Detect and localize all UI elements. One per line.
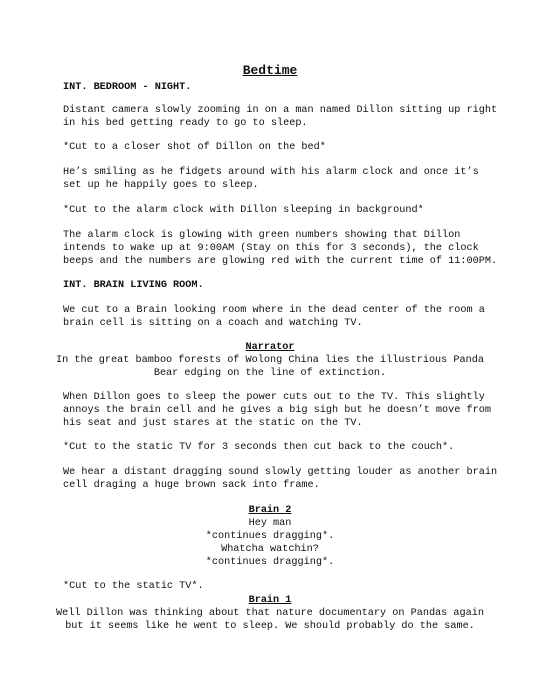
scene-heading-brain-living-room: INT. BRAIN LIVING ROOM. bbox=[63, 280, 204, 291]
character-name-narrator: Narrator bbox=[245, 342, 295, 353]
action-line: He’s smiling as he fidgets around with his alarm clock and once it’s bbox=[63, 167, 479, 178]
parenthetical-line: *continues dragging*. bbox=[205, 557, 335, 568]
dialogue-line: but it seems like he went to sleep. We should probably do the same. bbox=[65, 621, 475, 632]
action-line: his seat and just stares at the static on the TV. bbox=[63, 418, 363, 429]
dialogue-line: Whatcha watchin? bbox=[221, 544, 319, 555]
character-name-brain-2: Brain 2 bbox=[248, 505, 292, 516]
action-line: When Dillon goes to sleep the power cuts out to the TV. This slightly bbox=[63, 392, 485, 403]
page-title: Bedtime bbox=[242, 63, 298, 78]
dialogue-line: In the great bamboo forests of Wolong China lies the illustrious Panda bbox=[56, 355, 484, 366]
action-line: intends to wake up at 9:00AM (Stay on this for 3 seconds), the clock bbox=[63, 243, 479, 254]
action-line: set up he happily goes to sleep. bbox=[63, 180, 259, 191]
action-line: *Cut to the static TV for 3 seconds then cut back to the couch*. bbox=[63, 442, 455, 453]
action-line: We hear a distant dragging sound slowly getting louder as another brain bbox=[63, 467, 498, 478]
dialogue-line: Well Dillon was thinking about that nature documentary on Pandas again bbox=[56, 608, 484, 619]
action-line: The alarm clock is glowing with green numbers showing that Dillon bbox=[63, 230, 461, 241]
action-line: *Cut to a closer shot of Dillon on the bed* bbox=[63, 142, 326, 153]
action-line: beeps and the numbers are glowing red with the current time of 11:00PM. bbox=[63, 256, 498, 267]
action-line: *Cut to the static TV*. bbox=[63, 581, 204, 592]
scene-heading-bedroom: INT. BEDROOM - NIGHT. bbox=[63, 82, 192, 93]
parenthetical-line: *continues dragging*. bbox=[205, 531, 335, 542]
action-line: cell draging a huge brown sack into frame. bbox=[63, 480, 320, 491]
character-name-brain-1: Brain 1 bbox=[248, 595, 292, 606]
action-line: *Cut to the alarm clock with Dillon sleeping in background* bbox=[63, 205, 424, 216]
action-line: brain cell is sitting on a coach and watching TV. bbox=[63, 318, 363, 329]
dialogue-line: Bear edging on the line of extinction. bbox=[153, 368, 387, 379]
action-line: annoys the brain cell and he gives a big sigh but he doesn’t move from bbox=[63, 405, 491, 416]
action-line: in his bed getting ready to go to sleep. bbox=[63, 118, 308, 129]
action-line: We cut to a Brain looking room where in the dead center of the room a bbox=[63, 305, 485, 316]
action-line: Distant camera slowly zooming in on a man named Dillon sitting up right bbox=[63, 105, 498, 116]
dialogue-line: Hey man bbox=[248, 518, 292, 529]
